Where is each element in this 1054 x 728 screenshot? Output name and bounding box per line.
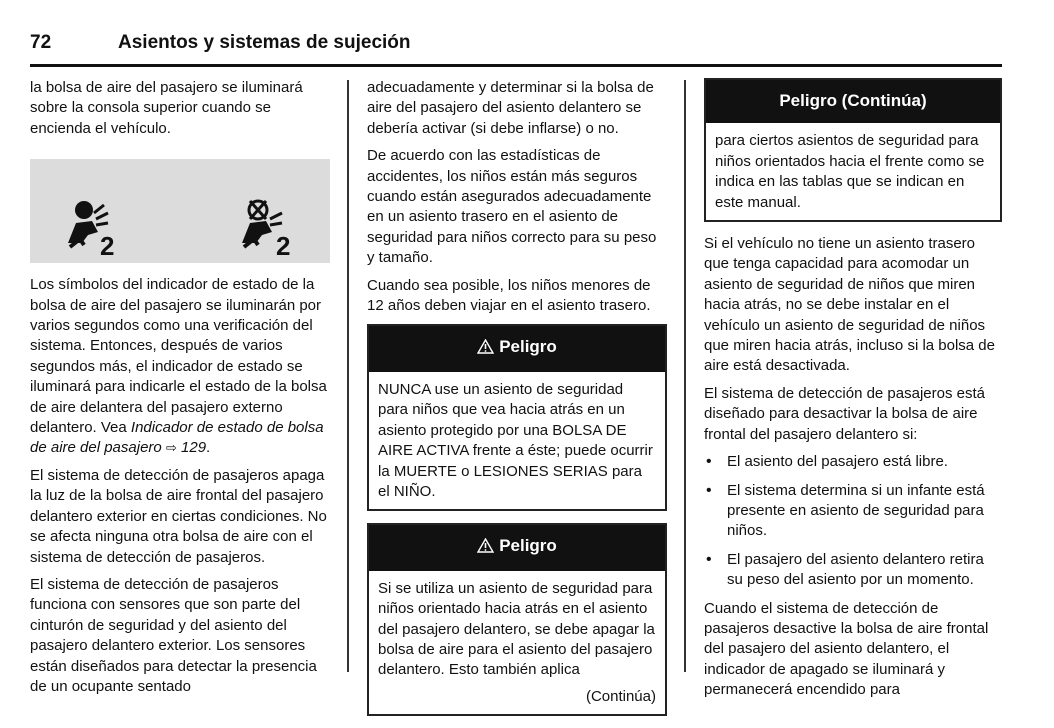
continued-label: (Continúa) (585, 687, 656, 705)
danger-box-body: para ciertos asientos de seguridad para niños orientados hacia el frente como se indica en las tablas que se indican en este manual. (715, 132, 985, 211)
list-item: • El pasajero del asiento delantero retira su peso del asiento por un momento. (704, 550, 1002, 591)
paragraph (30, 275, 330, 459)
page-number: 72 (30, 32, 52, 53)
seat-number: 2 (100, 231, 115, 258)
danger-continued-box (704, 78, 1002, 222)
column-3 (704, 78, 1002, 708)
column-1 (30, 78, 330, 704)
chapter-title: Asientos y sistemas de sujeción (118, 32, 411, 53)
list-item: • El asiento del pasajero está libre. (704, 452, 1002, 472)
danger-box-header (369, 326, 665, 371)
column-2 (367, 78, 667, 728)
paragraph-text: Los símbolos del indicador de estado de la bolsa de aire del pasajero se iluminarán por varios segundos como una verificación del sistema. Entonces, después de varios segundos más, el indicador de estado se iluminará para indicarle el estado de la bolsa de aire delantera del pasajero externo delantero. Vea (30, 276, 327, 437)
paragraph: adecuadamente y determinar si la bolsa de aire del pasajero del asiento delantero se debería activar (si debe inflarse) o no. (367, 79, 654, 137)
danger-box-header: Peligro (Continúa) (706, 80, 1000, 123)
paragraph: El sistema de detección de pasajeros funciona con sensores que son parte del cinturón de seguridad y del asiento del pasajero delantero exterior. Los sensores están diseñados para detectar la presencia de un ocupante sentado (30, 575, 317, 695)
column-divider (684, 80, 686, 672)
page-header (30, 30, 1002, 67)
paragraph: Cuando sea posible, los niños menores de 12 años deben viajar en el asiento trasero. (367, 276, 651, 315)
danger-title: Peligro (499, 337, 557, 357)
danger-box (367, 324, 667, 511)
seat-number: 2 (276, 231, 291, 258)
list-item: • El sistema determina si un infante está presente en asiento de seguridad para niños. (704, 481, 1002, 542)
danger-box-body: NUNCA use un asiento de seguridad para niños que vea hacia atrás en un asiento protegido por una BOLSA DE AIRE ACTIVA frente a éste; puede ocurrir la MUERTE o LESIONES SERIAS para el NIÑO. (378, 380, 653, 500)
airbag-indicator-image (30, 159, 330, 263)
warning-icon (477, 538, 494, 558)
danger-title: Peligro (499, 536, 557, 556)
page-reference[interactable]: 129 (181, 439, 207, 457)
danger-box-body (369, 571, 665, 714)
paragraph: la bolsa de aire del pasajero se iluminará sobre la consola superior cuando se encienda el vehículo. (30, 79, 303, 137)
danger-text: Si se utiliza un asiento de seguridad para niños orientado hacia atrás en el asiento del pasajero delantero, se debe apagar la bolsa de aire para el asiento del pasajero delantero. Esto también aplica (378, 579, 655, 679)
column-divider (347, 80, 349, 672)
warning-icon (477, 339, 494, 359)
airbag-on-icon (64, 199, 126, 263)
airbag-off-icon (238, 199, 302, 263)
paragraph: De acuerdo con las estadísticas de accidentes, los niños están más seguros cuando están asegurados adecuadamente en un asiento trasero en el asiento de seguridad para niños correcto para su peso y tamaño. (367, 147, 657, 267)
bullet-list (704, 452, 1002, 590)
paragraph: Si el vehículo no tiene un asiento trasero que tenga capacidad para acomodar un asiento de seguridad de niños que miren hacia atrás, no se debe instalar en el vehículo un asiento de seguridad de niños que miren hacia atrás, incluso si la bolsa de aire está desactivada. (704, 235, 995, 375)
cross-reference-link[interactable]: Indicador de estado de bolsa de aire del pasajero (30, 419, 324, 457)
danger-box (367, 523, 667, 716)
paragraph-text: . (206, 439, 211, 457)
paragraph: El sistema de detección de pasajeros apaga la luz de la bolsa de aire frontal del pasajero delantero exterior en ciertas condiciones. No se afecta ninguna otra bolsa de aire con el sistema de detección de pasajeros. (30, 466, 327, 566)
danger-box-header (369, 525, 665, 570)
paragraph: Cuando el sistema de detección de pasajeros desactive la bolsa de aire frontal del pasajero del asiento delantero, el indicador de apagado se iluminará y permanecerá encendido para (704, 599, 989, 699)
page-reference-arrow-icon: ⇨ (165, 440, 177, 456)
paragraph: El sistema de detección de pasajeros está diseñado para desactivar la bolsa de aire frontal del pasajero delantero si: (704, 384, 985, 443)
